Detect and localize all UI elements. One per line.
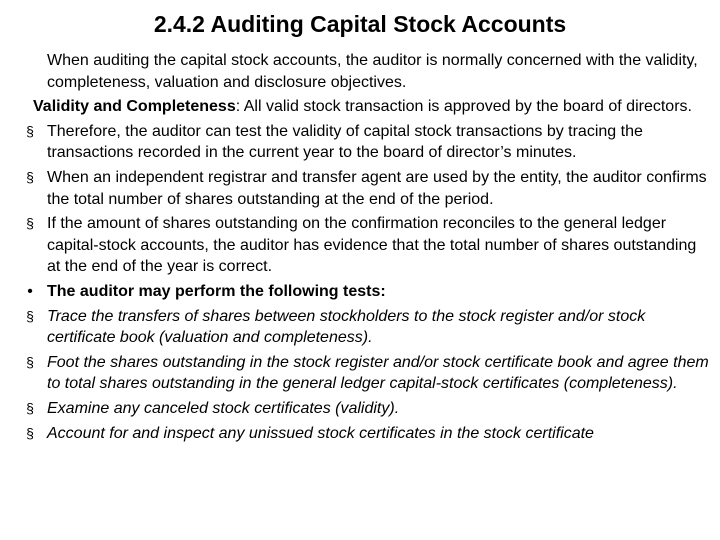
validity-paragraph [22,96,714,118]
list-item [22,423,714,445]
slide-title: 2.4.2 Auditing Capital Stock Accounts [153,11,567,37]
list-item [22,121,714,164]
tests-heading-text: The auditor may perform the following tests: [47,282,386,300]
round-bullet-icon: • [27,282,33,300]
list-item [22,306,714,349]
square-bullet-icon: § [26,307,34,324]
square-bullet-icon: § [26,353,34,370]
list-item-text: Therefore, the auditor can test the validity of capital stock transactions by tracing the transactions recorded in the current year to the board of director’s minutes. [47,122,643,162]
square-bullet-icon: § [26,215,34,232]
validity-label: Validity and Completeness [33,98,236,116]
square-bullet-icon: § [26,122,34,139]
tests-heading [22,281,714,303]
list-item [22,213,714,278]
list-item-text: If the amount of shares outstanding on the confirmation reconciles to the general ledger capital-stock accounts, the auditor has evidence that the total number of shares outstanding at the end of the year is correct. [47,215,697,276]
intro-paragraph: When auditing the capital stock accounts, the auditor is normally concerned with the validity, completeness, valuation and disclosure objectives. [47,52,698,91]
list-item [22,398,714,420]
list-item-text: Trace the transfers of shares between stockholders to the stock register and/or stock certificate book (valuation and completeness). [47,307,646,347]
list-item [22,167,714,210]
list-item-text: When an independent registrar and transfer agent are used by the entity, the auditor confirms the total number of shares outstanding at the end of the period. [47,168,707,208]
list-item-text: Account for and inspect any unissued stock certificates in the stock certificate [47,424,594,442]
slide-body [22,50,714,447]
list-item [22,352,714,395]
list-item-text: Foot the shares outstanding in the stock register and/or stock certificate book and agree them to total shares outstanding in the general ledger capital-stock certificates (completeness). [47,353,709,393]
square-bullet-icon: § [26,168,34,185]
validity-text: : All valid stock transaction is approved by the board of directors. [235,98,692,116]
list-item-text: Examine any canceled stock certificates (validity). [47,399,400,417]
square-bullet-icon: § [26,424,34,441]
square-bullet-icon: § [26,399,34,416]
